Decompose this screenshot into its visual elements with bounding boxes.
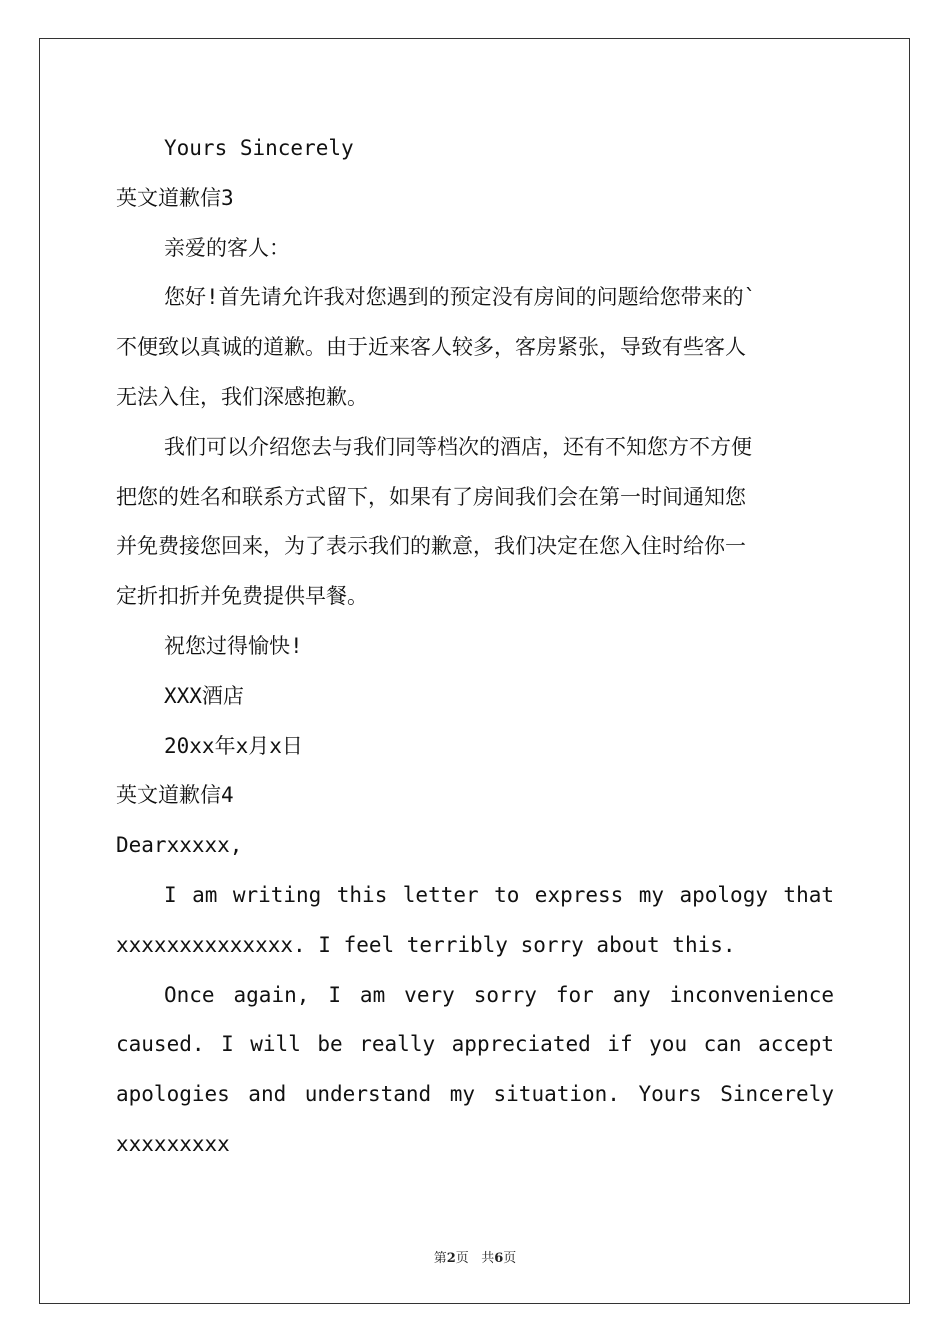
- text-line: xxxxxxxxx: [116, 1131, 230, 1156]
- text-line: caused. I will be really appreciated if you can accept: [116, 1032, 834, 1057]
- footer-total-prefix: 共: [481, 1251, 495, 1266]
- text-line: 英文道歉信4: [116, 783, 234, 808]
- text-line: XXX酒店: [164, 683, 244, 708]
- page-footer: [0, 1247, 950, 1266]
- text-line: 定折扣折并免费提供早餐。: [116, 584, 368, 609]
- footer-page-suffix: 页: [455, 1251, 469, 1266]
- text-line: I am writing this letter to express my apology that: [164, 882, 834, 907]
- document-body: [116, 124, 834, 1170]
- footer-page-number: 2: [446, 1251, 456, 1266]
- text-line: 不便致以真诚的道歉。由于近来客人较多，客房紧张，导致有些客人: [116, 335, 746, 360]
- text-line: 祝您过得愉快!: [164, 633, 303, 658]
- footer-total-pages: 6: [494, 1251, 504, 1266]
- text-line: 并免费接您回来，为了表示我们的歉意，我们决定在您入住时给你一: [116, 534, 746, 559]
- text-line: Once again, I am very sorry for any inconvenience: [164, 982, 834, 1007]
- text-line: xxxxxxxxxxxxxx. I feel terribly sorry about this.: [116, 932, 736, 957]
- text-line: 您好!首先请允许我对您遇到的预定没有房间的问题给您带来的`: [164, 285, 757, 310]
- text-line: Dearxxxxx,: [116, 833, 243, 858]
- text-line: apologies and understand my situation. Yours Sincerely: [116, 1082, 834, 1107]
- text-line: Yours Sincerely: [164, 136, 354, 160]
- text-line: 亲爱的客人：: [164, 235, 290, 260]
- text-line: 把您的姓名和联系方式留下，如果有了房间我们会在第一时间通知您: [116, 484, 746, 509]
- text-line: 英文道歉信3: [116, 185, 234, 210]
- footer-total-suffix: 页: [503, 1251, 517, 1266]
- text-line: 我们可以介绍您去与我们同等档次的酒店，还有不知您方不方便: [164, 434, 752, 459]
- footer-prefix: 第: [433, 1251, 447, 1266]
- text-line: 无法入住，我们深感抱歉。: [116, 384, 368, 409]
- text-line: 20xx年x月x日: [164, 733, 303, 758]
